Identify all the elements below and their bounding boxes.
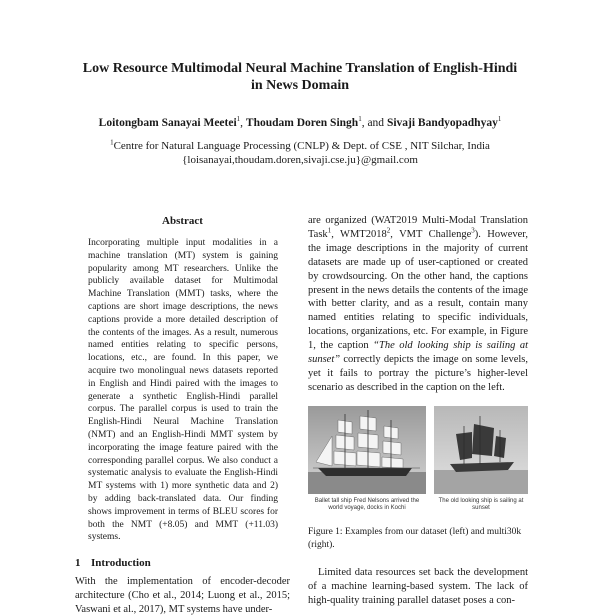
affiliation-block: $^1$Centre for Natural Language Processing (CNLP) & Dept. of CSE , NIT Silchar, India {loisanayai,thoudam.doren,sivaji.cse.ju}@gmail.com: [40, 139, 560, 167]
paper-title: Low Resource Multimodal Neural Machine Translation of English-Hindi in News Domain: [82, 61, 518, 93]
tall-ship-image: [308, 406, 426, 494]
figure-1: [308, 406, 528, 520]
affiliation-text: Centre for Natural Language Processing (CNLP) & Dept. of CSE , NIT Silchar, India: [113, 140, 490, 152]
figure-1-caption: Figure 1: Examples from our dataset (left) and multi30k (right).: [308, 526, 522, 550]
abstract-text: Incorporating multiple input modalities in a machine translation (MT) system is gaining popularity among MT researchers. Unlike the publicly available dataset for Multimodal Machine Translation (MMT) tasks, where the captions are short image descriptions, the news captions provide a more detailed description of the contents of the images. As a result, numerous named entities relating to specific persons, locations, etc., are found. In this paper, we acquire two monolingual news datasets reported in English and Hindi paired with the images to generate a synthetic English-Hindi parallel corpus. The parallel corpus is used to train the English-Hindi Neural Machine Translation (NMT) and an English-Hindi MMT system by incorporating the image feature paired with the corresponding parallel corpus. We also conduct a systematic analysis to evaluate the English-Hindi MT systems with 1) more synthetic data and 2) by adding back-translated data. Our finding shows improvement in terms of BLEU scores for both the NMT (+8.05) and MMT (+11.03) systems.: [88, 238, 278, 543]
author-name: Loitongbam Sanayai Meetei: [98, 117, 237, 129]
author-list: Loitongbam Sanayai Meetei$^1$, Thoudam Doren Singh$^1$, and Sivaji Bandyopadhyay$^1$: [98, 115, 502, 129]
author-name: Sivaji Bandyopadhyay: [386, 117, 498, 129]
sailing-boat-photo: [434, 406, 528, 494]
author-name: Thoudam Doren Singh: [245, 117, 359, 129]
section-heading-introduction: 1 Introduction: [75, 557, 151, 570]
introduction-text: With the implementation of encoder-decoder architecture (Cho et al., 2014; Luong et al., 2015; Vaswani et al., 2017), MT systems have under-: [75, 576, 290, 615]
right-column: [308, 214, 528, 608]
section-number: 1: [75, 557, 81, 570]
abstract-heading: Abstract: [162, 215, 203, 227]
paragraph: are organized (WAT2019 Multi-Modal Translation Task$^1$, WMT2018$^2$, VMT Challenge$^3$). However, the image descriptions in the majority of current datasets are made up of user-captioned or created by crowdsourcing. On the other hand, the captions present in the news details the contents of the image with better clarity, and as a result, contain many named entities relating to specific individuals, locations, organizations, etc. For example, in Figure 1, the caption “The old looking ship is sailing at sunset” correctly depicts the image on some levels, yet it fails to portray the picture’s higher-level scenario as described in the caption on the left.: [308, 215, 529, 393]
figure-right-caption: The old looking ship is sailing at sunset: [438, 497, 524, 512]
sailing-boat-image: [434, 406, 528, 494]
example-caption-quote: “The old looking ship is sailing at sunset”: [308, 340, 529, 366]
author-emails: {loisanayai,thoudam.doren,sivaji.cse.ju}@gmail.com: [182, 154, 418, 166]
tall-ship-photo: [308, 406, 426, 494]
left-column: [75, 214, 290, 616]
figure-left-caption: Ballet tall ship Fred Nelsons arrived the world voyage, docks in Kochi: [314, 497, 420, 512]
paragraph: Limited data resources set back the development of a machine learning-based system. The lack of high-quality training parallel dataset poses a con-: [308, 566, 528, 606]
